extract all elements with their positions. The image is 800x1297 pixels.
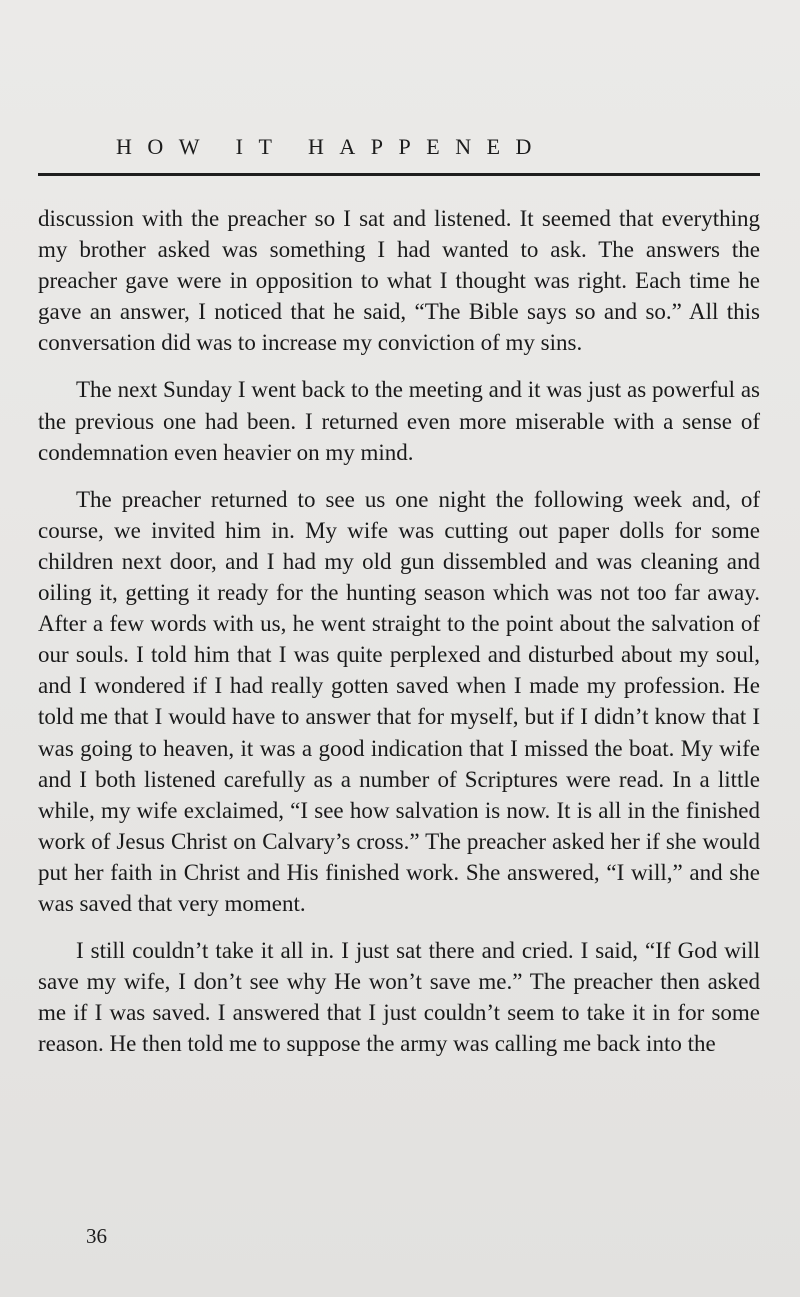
header-rule — [38, 173, 760, 176]
body-text — [38, 203, 760, 1075]
running-head-title: HOW IT HAPPENED — [116, 134, 547, 159]
running-head — [40, 128, 760, 168]
paragraph: The next Sunday I went back to the meeting and it was just as powerful as the previous one had been. I returned even more miserable with a sense of condemnation even heavier on my mind. — [38, 377, 760, 465]
paragraph: I still couldn’t take it all in. I just sat there and cried. I said, “If God will save my wife, I don’t see why He won’t save me.” The preacher then asked me if I was saved. I answered that I just couldn’t seem to take it in for some reason. He then told me to suppose the army was calling me back into the — [38, 938, 760, 1057]
paragraph: The preacher returned to see us one night the following week and, of course, we invited him in. My wife was cutting out paper dolls for some children next door, and I had my old gun dissembled and was cleaning and oiling it, getting it ready for the hunting season which was not too far away. After a few words with us, he went straight to the point about the salvation of our souls. I told him that I was quite perplexed and disturbed about my soul, and I wondered if I had really gotten saved when I made my profession. He told me that I would have to answer that for myself, but if I didn’t know that I was going to heaven, it was a good indication that I missed the boat. My wife and I both listened carefully as a number of Scriptures were read. In a little while, my wife exclaimed, “I see how salvation is now. It is all in the finished work of Jesus Christ on Calvary’s cross.” The preacher asked her if she would put her faith in Christ and His finished work. She answered, “I will,” and she was saved that very moment. — [38, 486, 760, 916]
page-number: 36 — [86, 1224, 107, 1248]
paragraph-continued: discussion with the preacher so I sat and listened. It seemed that everything my brother asked was something I had wanted to ask. The answers the preacher gave were in opposition to what I thought was right. Each time he gave an answer, I noticed that he said, “The Bible says so and so.” All this conversation did was to increase my conviction of my sins. — [38, 206, 760, 356]
